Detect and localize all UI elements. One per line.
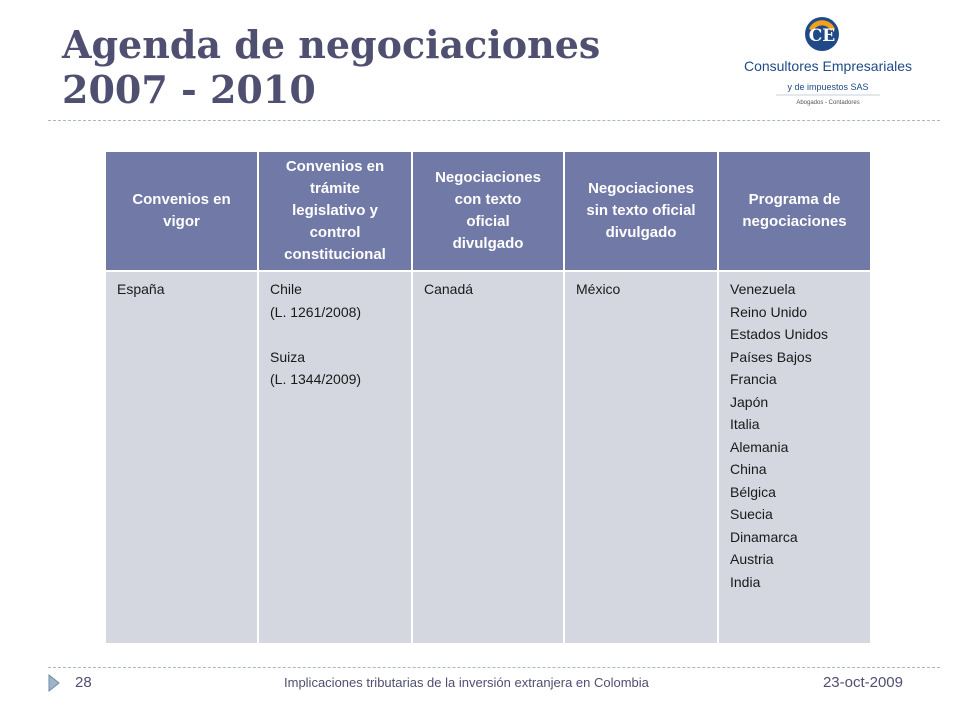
cell-negociaciones-con-texto [412, 271, 564, 644]
footer-triangle-icon [48, 674, 60, 692]
cell-spacer [270, 323, 403, 346]
cell-line: Canadá [424, 281, 474, 297]
header-line: Negociaciones [588, 180, 694, 197]
header-line: sin texto oficial [586, 202, 696, 219]
logo-company-name: Consultores Empresariales [743, 58, 913, 74]
header-programa-negociaciones [718, 151, 871, 271]
header-negociaciones-sin-texto [564, 151, 718, 271]
country-item: India [730, 573, 761, 590]
cell-negociaciones-sin-texto [564, 271, 718, 644]
country-item: Países Bajos [730, 348, 812, 365]
country-item: Suecia [730, 506, 773, 522]
title-divider [48, 120, 940, 121]
footer-date: 23-oct-2009 [822, 674, 903, 691]
header-line: Convenios en [285, 158, 385, 175]
country-item: Japón [730, 393, 769, 410]
logo-tagline: Abogados - Contadores [796, 100, 860, 106]
cell-convenios-tramite [258, 271, 412, 644]
footer-divider [48, 667, 940, 668]
negotiations-table [104, 150, 872, 645]
table-row [105, 271, 871, 644]
country-item: Alemania [730, 438, 789, 455]
header-line: con texto [454, 191, 522, 208]
slide-title [62, 22, 600, 112]
cell-line: España [117, 281, 165, 297]
header-line: legislativo y [292, 202, 378, 219]
header-line: Convenios en [132, 191, 231, 208]
header-line: vigor [163, 213, 200, 230]
company-logo [738, 10, 918, 114]
header-line: trámite [309, 180, 361, 197]
logo-subtitle: y de impuestos SAS [787, 82, 869, 92]
logo-monogram: CE [808, 26, 836, 46]
header-convenios-tramite [258, 151, 412, 271]
country-item: Dinamarca [730, 528, 798, 545]
header-line: Negociaciones [435, 169, 541, 186]
slide-title-line: 2007 - 2010 [62, 67, 316, 112]
cell-line: Suiza [270, 348, 306, 365]
country-item: Francia [730, 371, 777, 387]
header-convenios-vigor [105, 151, 258, 271]
header-line: divulgado [605, 224, 677, 241]
footer-text: Implicaciones tributarias de la inversión extranjera en Colombia [284, 675, 649, 690]
header-line: divulgado [452, 235, 524, 252]
cell-programa-negociaciones [718, 271, 871, 644]
country-item: Bélgica [730, 483, 776, 500]
country-item: Reino Unido [730, 303, 808, 320]
country-item: Italia [730, 416, 760, 432]
cell-line: Chile [270, 281, 302, 297]
cell-convenios-vigor [105, 271, 258, 644]
slide-title-line: Agenda de negociaciones [62, 22, 601, 67]
country-item: China [730, 461, 767, 477]
cell-line: (L. 1261/2008) [270, 303, 362, 320]
cell-line: México [576, 281, 621, 297]
country-item: Austria [730, 551, 774, 567]
header-line: control [309, 224, 361, 241]
header-negociaciones-con-texto [412, 151, 564, 271]
cell-line: (L. 1344/2009) [270, 371, 362, 387]
header-line: constitucional [284, 246, 386, 263]
header-line: Programa de [748, 191, 841, 208]
header-line: negociaciones [742, 213, 847, 230]
table-header-row [105, 151, 871, 271]
header-line: oficial [466, 213, 510, 230]
country-item: Venezuela [730, 281, 796, 297]
country-item: Estados Unidos [730, 326, 829, 342]
page-number: 28 [75, 674, 92, 691]
